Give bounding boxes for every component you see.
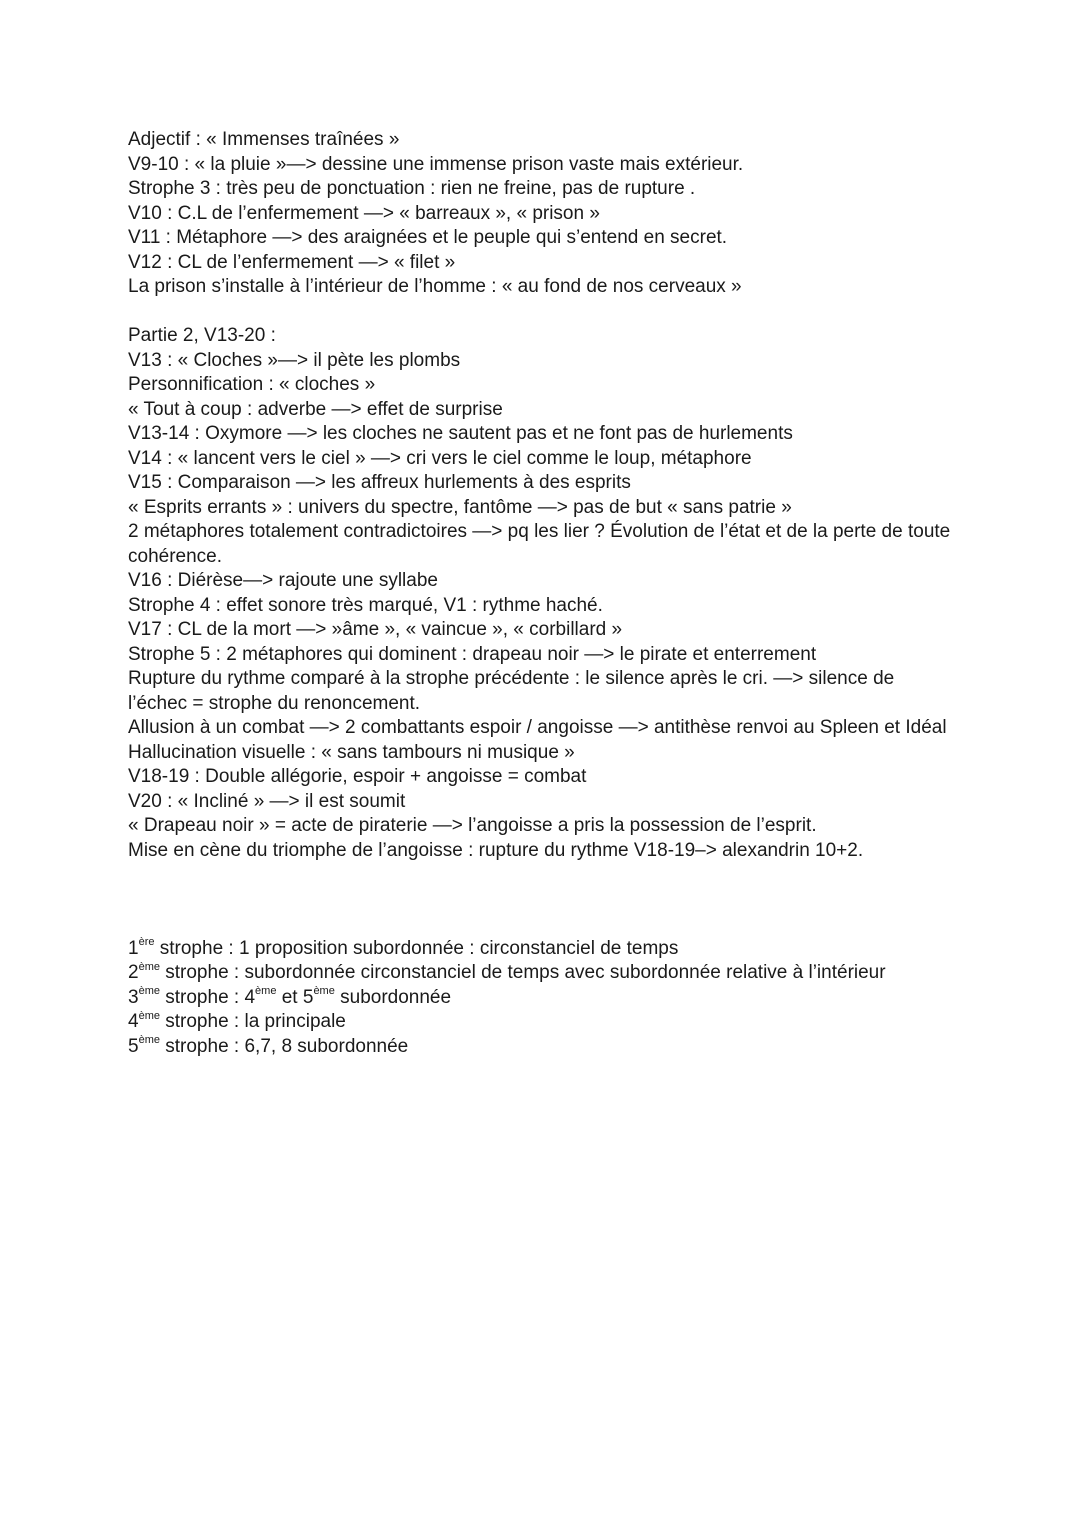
ordinal-suffix: ème [138,985,160,998]
text-line: V12 : CL de l’enfermement —> « filet » [128,251,456,273]
text-line: Mise en cène du triomphe de l’angoisse : rupture du rythme V18-19–> alexandrin 10+2. [128,839,864,861]
line-text: strophe : subordonnée circonstanciel de temps avec subordonnée relative à l’intérieur [159,962,886,983]
strophe-line-3 [128,986,958,1011]
text-line: V10 : C.L de l’enfermement —> « barreaux », « prison » [128,202,600,224]
text-line: Allusion à un combat —> 2 combattants espoir / angoisse —> antithèse renvoi au Spleen et Idéal [128,717,947,738]
text-line: Rupture du rythme comparé à la strophe précédente : le silence après le cri. —> silence de l’échec = strophe du renoncement. [128,668,895,714]
text-line: 2 métaphores totalement contradictoires —> pq les lier ? Évolution de l’état et de la perte de toute cohérence. [128,521,951,567]
text-line: Hallucination visuelle : « sans tambours ni musique » [128,741,575,763]
line-text: et 5 [276,986,314,1008]
text-line: V20 : « Incliné » —> il est soumit [128,790,406,812]
ordinal-suffix: ème [313,985,335,998]
ordinal-number: 1 [128,937,139,959]
text-line: V14 : « lancent vers le ciel » —> cri vers le ciel comme le loup, métaphore [128,447,752,469]
strophe-line-2 [128,961,958,986]
text-line: V15 : Comparaison —> les affreux hurlements à des esprits [128,472,631,493]
ordinal-suffix: ème [138,1034,160,1047]
text-line: V18-19 : Double allégorie, espoir + angoisse = combat [128,766,587,787]
text-line: Strophe 4 : effet sonore très marqué, V1 : rythme haché. [128,594,603,616]
text-line: Strophe 3 : très peu de ponctuation : rien ne freine, pas de rupture . [128,178,696,199]
strophe-line-4 [128,1010,958,1035]
strophe-line-1 [128,937,958,962]
text-line: « Esprits errants » : univers du spectre, fantôme —> pas de but « sans patrie » [128,496,792,518]
ordinal-suffix: ème [255,985,277,998]
line-text: strophe : 6,7, 8 subordonnée [159,1035,409,1057]
notes-section-3 [128,937,958,1060]
notes-section-2 [128,324,958,863]
ordinal-number: 5 [128,1035,139,1057]
line-text: strophe : 4 [159,986,256,1008]
line-text: subordonnée [334,986,452,1008]
text-line: V11 : Métaphore —> des araignées et le peuple qui s’entend en secret. [128,227,728,248]
text-line: V16 : Diérèse—> rajoute une syllabe [128,570,438,591]
text-line: Personnification : « cloches » [128,374,376,395]
notes-section-1 [128,128,958,300]
ordinal-number: 3 [128,986,139,1008]
text-line: Adjectif : « Immenses traînées » [128,129,400,150]
text-line: V9-10 : « la pluie »—> dessine une immense prison vaste mais extérieur. [128,153,744,175]
ordinal-suffix: ère [138,936,155,949]
document-body [128,128,958,1059]
ordinal-number: 2 [128,962,139,983]
text-line: Strophe 5 : 2 métaphores qui dominent : drapeau noir —> le pirate et enterrement [128,643,817,665]
ordinal-suffix: ème [138,1009,160,1022]
section-heading: Partie 2, V13-20 : [128,325,276,346]
text-line: La prison s’installe à l’intérieur de l’homme : « au fond de nos cerveaux » [128,276,742,297]
text-line: V13 : « Cloches »—> il pète les plombs [128,349,461,371]
text-line: V17 : CL de la mort —> »âme », « vaincue », « corbillard » [128,619,623,640]
text-line: « Tout à coup : adverbe —> effet de surprise [128,398,503,420]
ordinal-number: 4 [128,1011,139,1032]
ordinal-suffix: ème [138,960,160,973]
text-line: V13-14 : Oxymore —> les cloches ne sautent pas et ne font pas de hurlements [128,423,793,444]
text-line: « Drapeau noir » = acte de piraterie —> l’angoisse a pris la possession de l’esprit. [128,815,817,836]
line-text: strophe : 1 proposition subordonnée : circonstanciel de temps [154,937,679,959]
line-text: strophe : la principale [159,1011,346,1032]
strophe-line-5 [128,1035,958,1060]
